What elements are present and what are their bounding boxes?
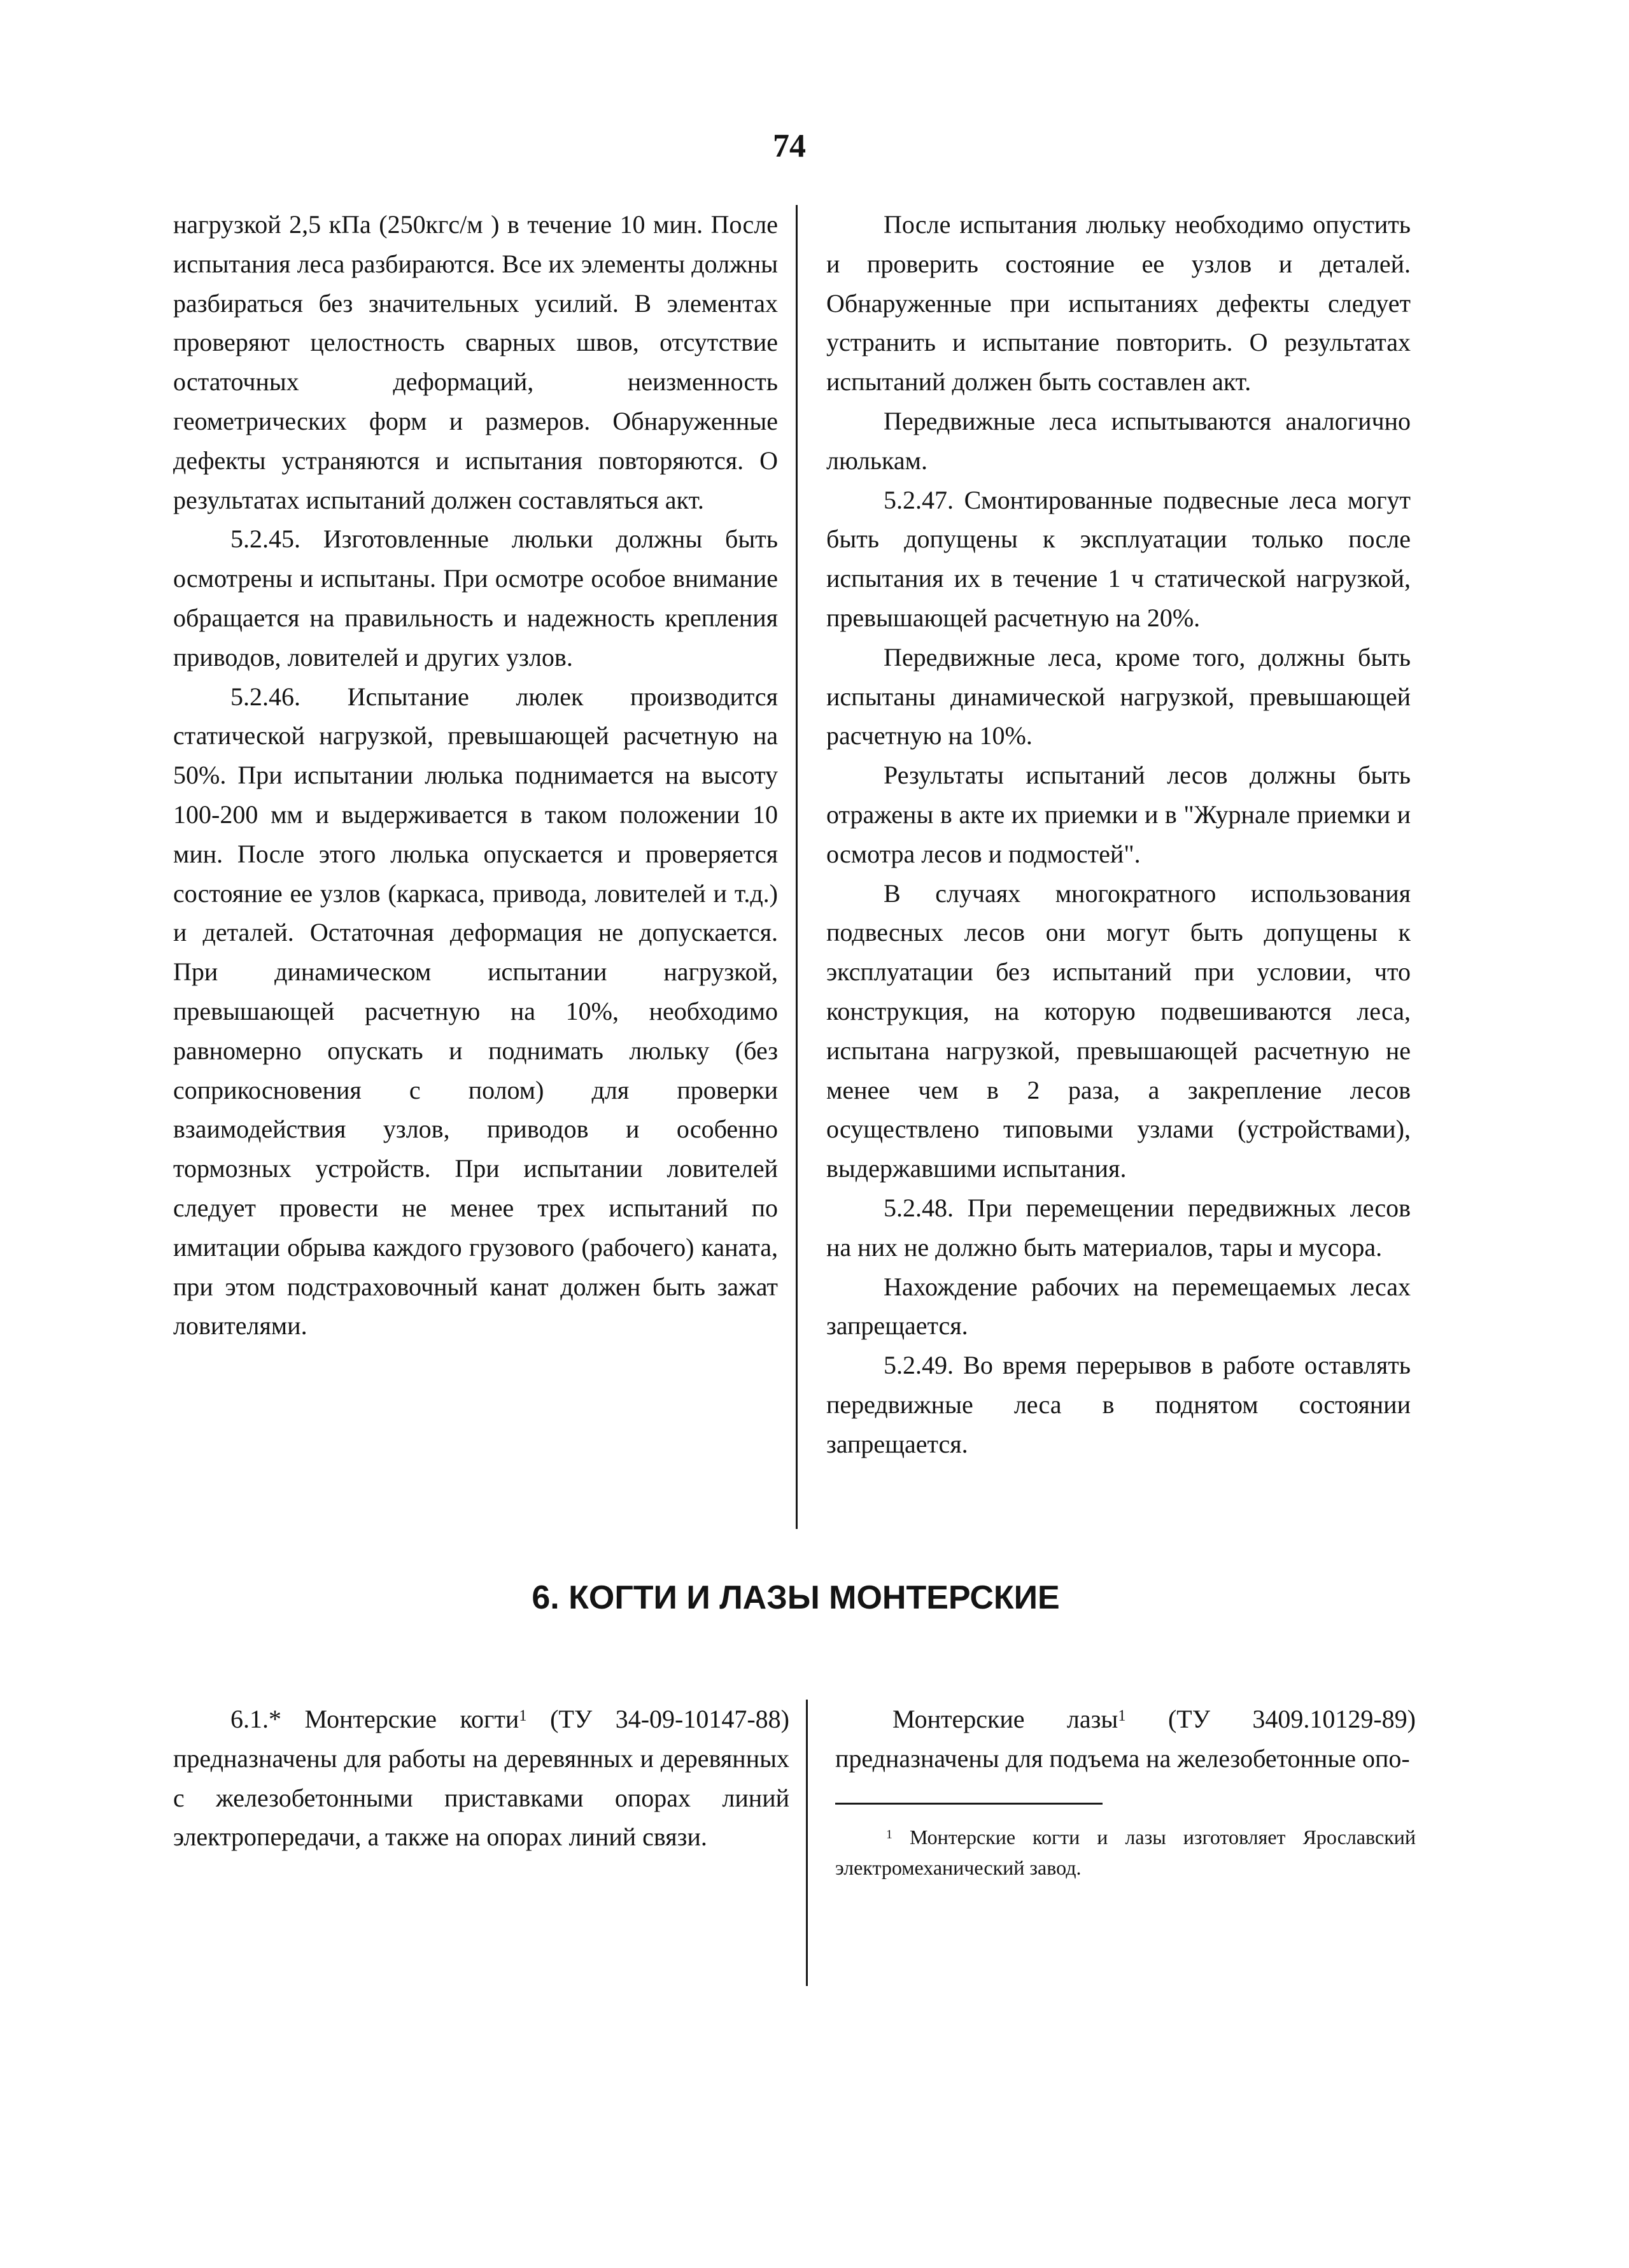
paragraph-lead: 6.1.* Монтерские когти: [230, 1705, 519, 1733]
paragraph: Передвижные леса испытываются аналогично люлькам.: [826, 406, 1411, 475]
footnote-text: Монтерские когти и лазы изготовляет Ярославский электромеханический завод.: [835, 1826, 1416, 1879]
paragraph-6-1: [173, 1700, 789, 1857]
paragraph-5-2-48: 5.2.48. При перемещении передвижных лесов на них не должно быть материалов, тары и мусора.: [826, 1193, 1411, 1262]
upper-right-column: [826, 205, 1411, 1464]
footnote-mark: 1: [886, 1828, 892, 1842]
footnote-separator: [835, 1803, 1103, 1805]
paragraph: После испытания люльку необходимо опустить и проверить состояние ее узлов и деталей. Обнаруженные при испытаниях дефекты следует устранить и испытание повторить. О результатах испытаний должен быть составлен акт.: [826, 210, 1411, 397]
lower-left-column: [173, 1700, 789, 1857]
paragraph-rest: (ТУ 3409.10129-89) предназначены для подъема на железобетонные опо-: [835, 1705, 1416, 1773]
upper-left-column: [173, 205, 778, 1346]
paragraph-continuation: нагрузкой 2,5 кПа (250кгс/м ) в течение 10 мин. После испытания леса разбираются. Все их элементы должны разбираться без значительных усилий. В элементах проверяют целостность сварных швов, отсутствие остаточных деформаций, неизменность геометрических форм и размеров. Обнаруженные дефекты устраняются и испытания повторяются. О результатах испытаний должен составляться акт.: [173, 210, 778, 514]
footnote: [835, 1822, 1416, 1883]
lower-right-column: [835, 1700, 1416, 1778]
column-divider: [796, 205, 798, 1529]
column-divider: [806, 1700, 808, 1986]
footnote-reference: 1: [519, 1707, 527, 1724]
paragraph: Передвижные леса, кроме того, должны быть испытаны динамической нагрузкой, превышающей расчетную на 10%.: [826, 642, 1411, 750]
page-number: 74: [773, 128, 806, 164]
paragraph-5-2-47: 5.2.47. Смонтированные подвесные леса могут быть допущены к эксплуатации только после испытания их в течение 1 ч статической нагрузкой, превышающей расчетную на 20%.: [826, 485, 1411, 632]
paragraph-lead: Монтерские лазы: [892, 1705, 1118, 1733]
paragraph: Нахождение рабочих на перемещаемых лесах запрещается.: [826, 1272, 1411, 1341]
paragraph-5-2-45: 5.2.45. Изготовленные люльки должны быть осмотрены и испытаны. При осмотре особое внимание обращается на правильность и надежность крепления приводов, ловителей и других узлов.: [173, 525, 778, 672]
paragraph-5-2-46: 5.2.46. Испытание люлек производится статической нагрузкой, превышающей расчетную на 50%. При испытании люлька поднимается на высоту 100-200 мм и выдерживается в таком положении 10 мин. После этого люлька опускается и проверяется состояние ее узлов (каркаса, привода, ловителей и т.д.) и деталей. Остаточная деформация не допускается. При динамическом испытании нагрузкой, превышающей расчетную на 10%, необходимо равномерно опускать и поднимать люльку (без соприкосновения с полом) для проверки взаимодействия узлов, приводов и особенно тормозных устройств. При испытании ловителей следует провести не менее трех испытаний по имитации обрыва каждого грузового (рабочего) каната, при этом подстраховочный канат должен быть зажат ловителями.: [173, 682, 778, 1341]
paragraph: В случаях многократного использования подвесных лесов они могут быть допущены к эксплуатации без испытаний при условии, что конструкция, на которую подвешиваются леса, испытана нагрузкой, превышающей расчетную не менее чем в 2 раза, а закрепление лесов осуществлено типовыми узлами (устройствами), выдержавшими испытания.: [826, 878, 1411, 1183]
footnote-reference: 1: [1118, 1707, 1126, 1724]
paragraph-rest: (ТУ 34-09-10147-88) предназначены для работы на деревянных и деревянных с железобетонными приставками опорах линий электропередачи, а также на опорах линий связи.: [173, 1705, 790, 1852]
section-heading: 6. КОГТИ И ЛАЗЫ МОНТЕРСКИЕ: [532, 1579, 1060, 1616]
footnote-text-line: [835, 1822, 1416, 1883]
paragraph-5-2-49: 5.2.49. Во время перерывов в работе оставлять передвижные леса в поднятом состоянии запрещается.: [826, 1351, 1411, 1458]
paragraph: Результаты испытаний лесов должны быть отражены в акте их приемки и в "Журнале приемки и осмотра лесов и подмостей".: [826, 761, 1411, 868]
paragraph: [835, 1700, 1416, 1778]
